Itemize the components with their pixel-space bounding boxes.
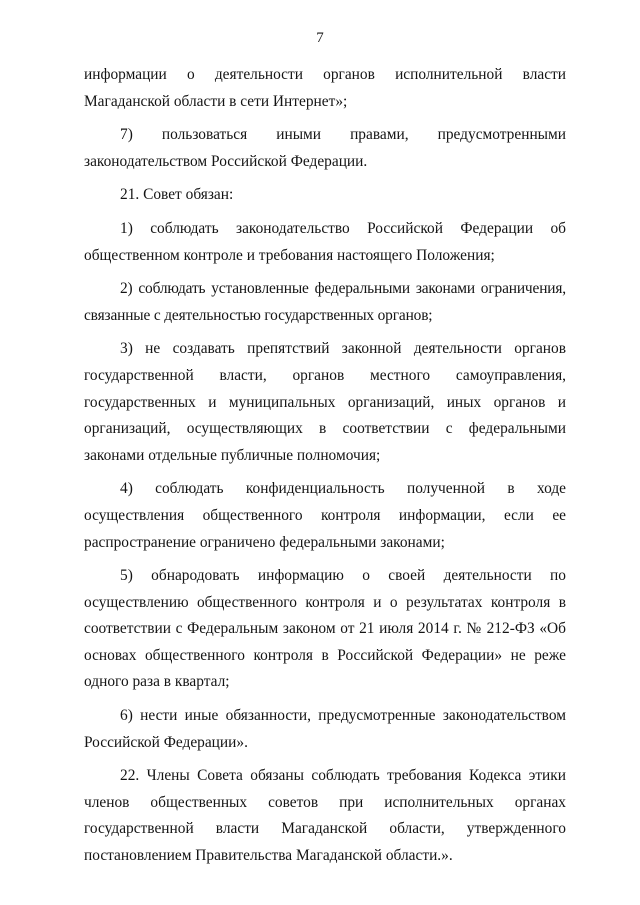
paragraph-item-2: 2) соблюдать установленные федеральными законами ограничения, связанные с деятельностью государственных органов;	[84, 280, 566, 324]
paragraph-continuation: информации о деятельности органов исполнительной власти Магаданской области в сети Интернет»;	[84, 66, 566, 110]
paragraph-section-21: 21. Совет обязан:	[120, 186, 234, 204]
page-number: 7	[316, 30, 324, 46]
paragraph-section-22: 22. Члены Совета обязаны соблюдать требования Кодекса этики членов общественных советов при исполнительных органах государственной власти Магаданской области, утвержденного постановлением Правительства Магаданской области.».	[84, 767, 566, 865]
paragraph-item-4: 4) соблюдать конфиденциальность полученной в ходе осуществления общественного контроля информации, если ее распространение ограничено федеральными законами;	[84, 480, 566, 551]
paragraph-item-7: 7) пользоваться иными правами, предусмотренными законодательством Российской Федерации.	[84, 126, 566, 170]
paragraph-item-3: 3) не создавать препятствий законной деятельности органов государственной власти, органов местного самоуправления, государственных и муниципальных организаций, иных органов и организаций, осуществляющих в соответствии с федеральными законами отдельные публичные полномочия;	[84, 340, 566, 464]
paragraph-item-1: 1) соблюдать законодательство Российской Федерации об общественном контроле и требования настоящего Положения;	[84, 219, 566, 264]
document-body	[84, 62, 566, 870]
paragraph-item-6: 6) нести иные обязанности, предусмотренные законодательством Российской Федерации».	[84, 707, 566, 751]
paragraph-item-5: 5) обнародовать информацию о своей деятельности по осуществлению общественного контроля и о результатах контроля в соответствии с Федеральным законом от 21 июля 2014 г. № 212-ФЗ «Об основах общественного контроля в Российской Федерации» не реже одного раза в квартал;	[84, 567, 566, 691]
